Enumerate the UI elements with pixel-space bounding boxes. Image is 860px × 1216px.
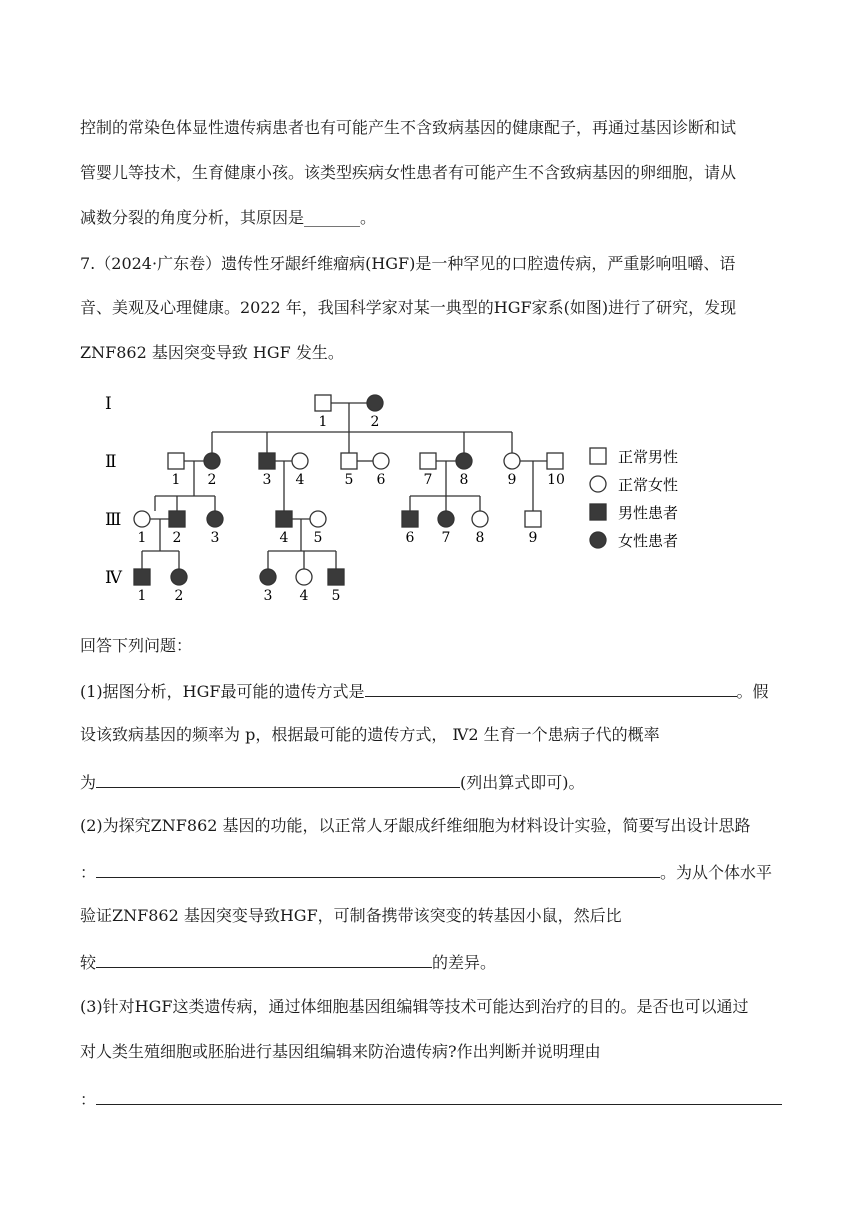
subquestion-1 bbox=[80, 680, 769, 702]
pedigree-affected-female bbox=[367, 395, 383, 411]
subquestion-3-line: 对人类生殖细胞或胚胎进行基因组编辑来防治遗传病?作出判断并说明理由 bbox=[80, 1042, 601, 1061]
legend-normal-female-icon bbox=[590, 476, 606, 492]
pedigree-normal-female bbox=[296, 569, 312, 585]
pedigree-number: 2 bbox=[207, 472, 217, 488]
pedigree-normal-male bbox=[315, 395, 331, 411]
pedigree-number: 8 bbox=[459, 472, 469, 488]
pedigree-affected-male bbox=[134, 569, 150, 585]
pedigree-number: 9 bbox=[507, 472, 517, 488]
pedigree-number: 1 bbox=[137, 588, 147, 604]
pedigree-normal-female bbox=[310, 511, 326, 527]
subquestion-text: ： bbox=[80, 1090, 97, 1109]
answer-blank[interactable] bbox=[96, 951, 432, 968]
legend-label: 正常女性 bbox=[618, 476, 679, 494]
pedigree-number: 4 bbox=[279, 530, 289, 546]
pedigree-chart bbox=[0, 385, 860, 615]
subquestion-2-line: 验证ZNF862 基因突变导致HGF，可制备携带该突变的转基因小鼠，然后比 bbox=[80, 906, 622, 925]
pedigree-number: 6 bbox=[405, 530, 415, 546]
pedigree-number: 2 bbox=[370, 414, 380, 430]
answer-blank[interactable] bbox=[365, 680, 737, 697]
pedigree-number: 7 bbox=[423, 472, 433, 488]
pedigree-number: 8 bbox=[475, 530, 485, 546]
subquestion-text: 的差异。 bbox=[432, 953, 497, 972]
pedigree-normal-male bbox=[341, 453, 357, 469]
pedigree-affected-male bbox=[328, 569, 344, 585]
legend-normal-male-icon bbox=[590, 448, 606, 464]
generation-label: Ⅰ bbox=[105, 394, 112, 414]
pedigree-normal-male bbox=[420, 453, 436, 469]
legend-label: 正常男性 bbox=[618, 448, 679, 466]
subquestion-3: (3)针对HGF这类遗传病，通过体细胞基因组编辑等技术可能达到治疗的目的。是否也可以通过 bbox=[80, 997, 749, 1016]
pedigree-legend bbox=[590, 448, 606, 548]
pedigree-affected-male bbox=[402, 511, 418, 527]
pedigree-number: 4 bbox=[299, 588, 309, 604]
subquestion-text: (1)据图分析，HGF最可能的遗传方式是 bbox=[80, 682, 365, 701]
pedigree-normal-female bbox=[292, 453, 308, 469]
pedigree-affected-female bbox=[456, 453, 472, 469]
subquestion-text: 。为从个体水平 bbox=[660, 863, 773, 882]
pedigree-affected-female bbox=[171, 569, 187, 585]
pedigree-affected-male bbox=[169, 511, 185, 527]
question-7-line: 音、美观及心理健康。2022 年，我国科学家对某一典型的HGF家系(如图)进行了研究，发现 bbox=[80, 298, 737, 317]
subquestion-1-line bbox=[80, 771, 585, 793]
pedigree-number: 4 bbox=[295, 472, 305, 488]
paragraph-line: 管婴儿等技术，生育健康小孩。该类型疾病女性患者有可能产生不含致病基因的卵细胞，请从 bbox=[80, 163, 737, 182]
pedigree-normal-female bbox=[504, 453, 520, 469]
pedigree-number: 7 bbox=[441, 530, 451, 546]
pedigree-number: 2 bbox=[172, 530, 182, 546]
answer-blank[interactable] bbox=[96, 1088, 782, 1105]
generation-label: Ⅱ bbox=[105, 452, 117, 472]
pedigree-normal-female bbox=[134, 511, 150, 527]
pedigree-normal-female bbox=[373, 453, 389, 469]
subquestion-2-line bbox=[80, 951, 496, 973]
generation-label: Ⅲ bbox=[105, 510, 122, 530]
pedigree-number: 6 bbox=[376, 472, 386, 488]
subquestion-text: 为 bbox=[80, 773, 97, 792]
pedigree-normal-male bbox=[547, 453, 563, 469]
pedigree-affected-female bbox=[204, 453, 220, 469]
pedigree-number: 10 bbox=[547, 472, 565, 488]
pedigree-number: 5 bbox=[313, 530, 323, 546]
question-7-line: 7.（2024·广东卷）遗传性牙龈纤维瘤病(HGF)是一种罕见的口腔遗传病，严重影响咀嚼、语 bbox=[80, 254, 736, 273]
pedigree-number: 2 bbox=[174, 588, 184, 604]
legend-label: 女性患者 bbox=[618, 532, 679, 550]
subquestion-3-line bbox=[80, 1088, 782, 1110]
pedigree-number: 3 bbox=[210, 530, 220, 546]
pedigree-normal-male bbox=[168, 453, 184, 469]
subquestion-text: (列出算式即可)。 bbox=[460, 773, 585, 792]
paragraph-line: 控制的常染色体显性遗传病患者也有可能产生不含致病基因的健康配子，再通过基因诊断和试 bbox=[80, 118, 737, 137]
pedigree-affected-male bbox=[276, 511, 292, 527]
subquestion-2-line bbox=[80, 861, 772, 883]
pedigree-affected-male bbox=[259, 453, 275, 469]
pedigree-number: 1 bbox=[137, 530, 147, 546]
subquestion-text: 。假 bbox=[736, 682, 769, 701]
pedigree-normal-female bbox=[472, 511, 488, 527]
subquestion-2: (2)为探究ZNF862 基因的功能，以正常人牙龈成纤维细胞为材料设计实验，简要写出设计思路 bbox=[80, 816, 751, 835]
pedigree-number: 1 bbox=[318, 414, 328, 430]
subquestion-text: ： bbox=[80, 863, 97, 882]
pedigree-normal-male bbox=[525, 511, 541, 527]
legend-affected-male-icon bbox=[590, 504, 606, 520]
generation-label: Ⅳ bbox=[105, 568, 122, 588]
legend-affected-female-icon bbox=[590, 532, 606, 548]
subquestion-1-line: 设该致病基因的频率为 p，根据最可能的遗传方式， Ⅳ2 生育一个患病子代的概率 bbox=[80, 725, 660, 744]
pedigree-number: 3 bbox=[263, 588, 273, 604]
legend-label: 男性患者 bbox=[618, 504, 679, 522]
pedigree-affected-female bbox=[438, 511, 454, 527]
subquestion-text: 较 bbox=[80, 953, 97, 972]
paragraph-line: 减数分裂的角度分析，其原因是_______。 bbox=[80, 208, 377, 227]
pedigree-number: 3 bbox=[262, 472, 272, 488]
pedigree-number: 5 bbox=[331, 588, 341, 604]
pedigree-number: 9 bbox=[528, 530, 538, 546]
pedigree-number: 5 bbox=[344, 472, 354, 488]
pedigree-number: 1 bbox=[171, 472, 181, 488]
answer-prompt: 回答下列问题： bbox=[80, 636, 193, 655]
pedigree-affected-female bbox=[260, 569, 276, 585]
question-7-line: ZNF862 基因突变导致 HGF 发生。 bbox=[80, 343, 344, 362]
answer-blank[interactable] bbox=[96, 861, 660, 878]
pedigree-affected-female bbox=[207, 511, 223, 527]
answer-blank[interactable] bbox=[96, 771, 460, 788]
